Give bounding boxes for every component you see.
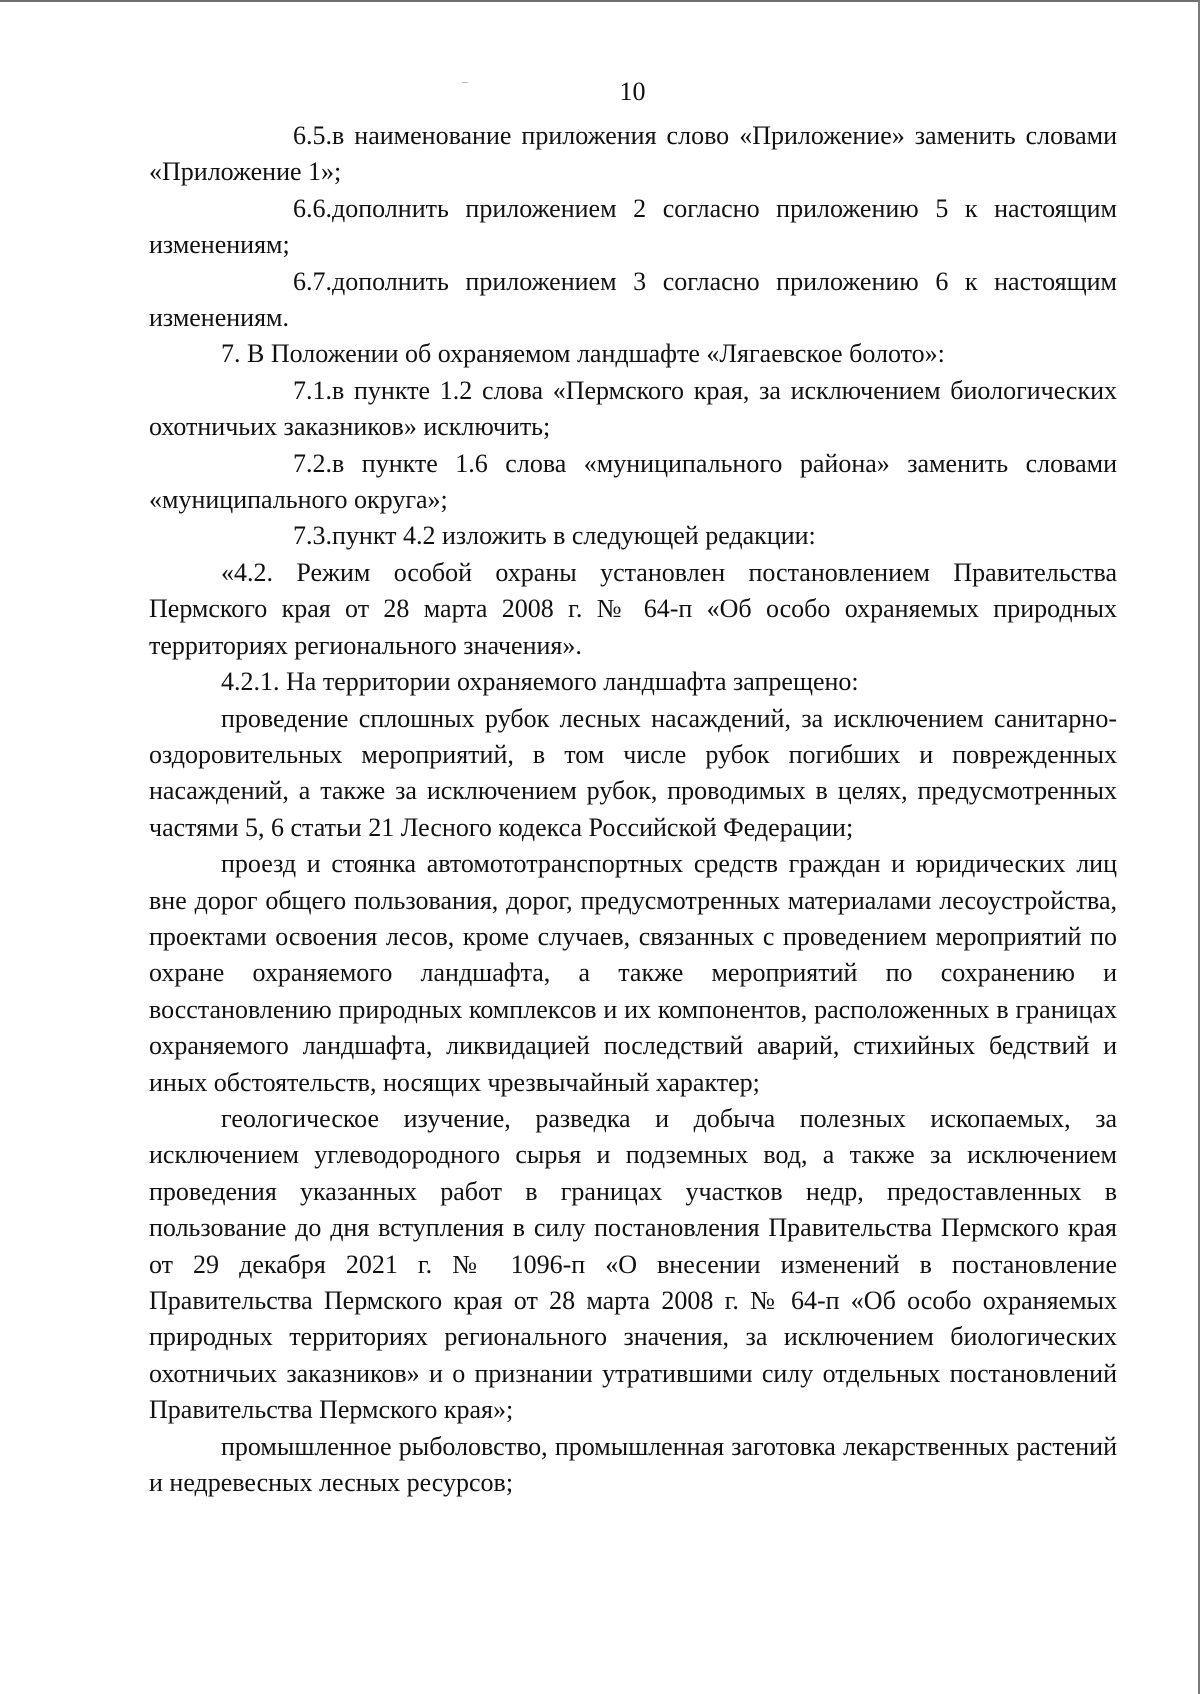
- paragraph-text: В Положении об охраняемом ландшафте «Лягаевское болото»:: [247, 339, 945, 369]
- paragraph-text: в наименование приложения слово «Приложение» заменить словами «Приложение 1»;: [149, 121, 1117, 187]
- paragraph-number: 7.1.: [293, 375, 332, 405]
- paragraph-7: [149, 336, 1117, 372]
- paragraph-number: 6.5.: [293, 121, 332, 150]
- paragraph-text: 4.2.1. На территории охраняемого ландшафта запрещено:: [221, 667, 859, 697]
- paragraph-text: в пункте 1.2 слова «Пермского края, за исключением биологических охотничьих заказников» исключить;: [149, 375, 1117, 442]
- paragraph-4-2-1: [149, 664, 1117, 700]
- paragraph-text: дополнить приложением 2 согласно приложению 5 к настоящим изменениям;: [149, 193, 1117, 260]
- paragraph-6-5: [149, 118, 1117, 191]
- paragraph-number: 7.3.: [293, 521, 332, 551]
- paragraph-text: пункт 4.2 изложить в следующей редакции:: [332, 521, 816, 551]
- paragraph-6-6: [149, 191, 1117, 264]
- paragraph-text: промышленное рыболовство, промышленная заготовка лекарственных растений и недревесных лесных ресурсов;: [149, 1431, 1117, 1498]
- prohibition-fishing: [149, 1429, 1117, 1502]
- paragraph-number: 6.7.: [293, 266, 332, 296]
- page-number: 10: [619, 77, 646, 106]
- prohibition-clear-cutting: [149, 701, 1117, 847]
- paragraph-number: 6.6.: [293, 193, 332, 223]
- paragraph-number: 7.: [221, 339, 241, 369]
- paragraph-text: в пункте 1.6 слова «муниципального района» заменить словами «муниципального округа»;: [149, 448, 1117, 515]
- paragraph-text: дополнить приложением 3 согласно приложению 6 к настоящим изменениям.: [149, 266, 1117, 333]
- paragraph-text: проведение сплошных рубок лесных насаждений, за исключением санитарно-оздоровительных мероприятий, в том числе рубок погибших и поврежденных насаждений, а также за исключением рубок, проводимых в целях, предусмотренных частями 5, 6 статьи 21 Лесного кодекса Российской Федерации;: [149, 703, 1117, 842]
- scan-edge-top: [0, 0, 1200, 2]
- paragraph-text: геологическое изучение, разведка и добыча полезных ископаемых, за исключением углеводородного сырья и подземных вод, а также за исключением проведения указанных работ в границах участков недр, предоставленных в пользование до дня вступления в силу постановления Правительства Пермского края от 29 декабря 2021 г. № 1096-п «О внесении изменений в постановление Правительства Пермского края от 28 марта 2008 г. № 64-п «Об особо охраняемых природных территориях регионального значения, за исключением биологических охотничьих заказников» и о признании утратившими силу отдельных постановлений Правительства Пермского края»;: [149, 1103, 1117, 1425]
- paragraph-number: 7.2.: [293, 448, 332, 478]
- paragraph-6-7: [149, 264, 1117, 337]
- paragraph-text: «4.2. Режим особой охраны установлен постановлением Правительства Пермского края от 28 марта 2008 г. № 64-п «Об особо охраняемых природных территориях регионального значения».: [149, 557, 1117, 660]
- paragraph-7-3: [149, 518, 1117, 554]
- paragraph-7-1: [149, 373, 1117, 446]
- document-body: [149, 118, 1117, 1501]
- paragraph-text: проезд и стоянка автомототранспортных средств граждан и юридических лиц вне дорог общего пользования, дорог, предусмотренных материалами лесоустройства, проектами освоения лесов, кроме случаев, связанных с проведением мероприятий по охране охраняемого ландшафта, а также мероприятий по сохранению и восстановлению природных комплексов и их компонентов, расположенных в границах охраняемого ландшафта, ликвидацией последствий аварий, стихийных бедствий и иных обстоятельств, носящих чрезвычайный характер;: [149, 849, 1117, 1097]
- prohibition-mining: [149, 1101, 1117, 1429]
- paragraph-7-2: [149, 446, 1117, 519]
- prohibition-vehicles: [149, 846, 1117, 1101]
- paragraph-4-2: [149, 555, 1117, 664]
